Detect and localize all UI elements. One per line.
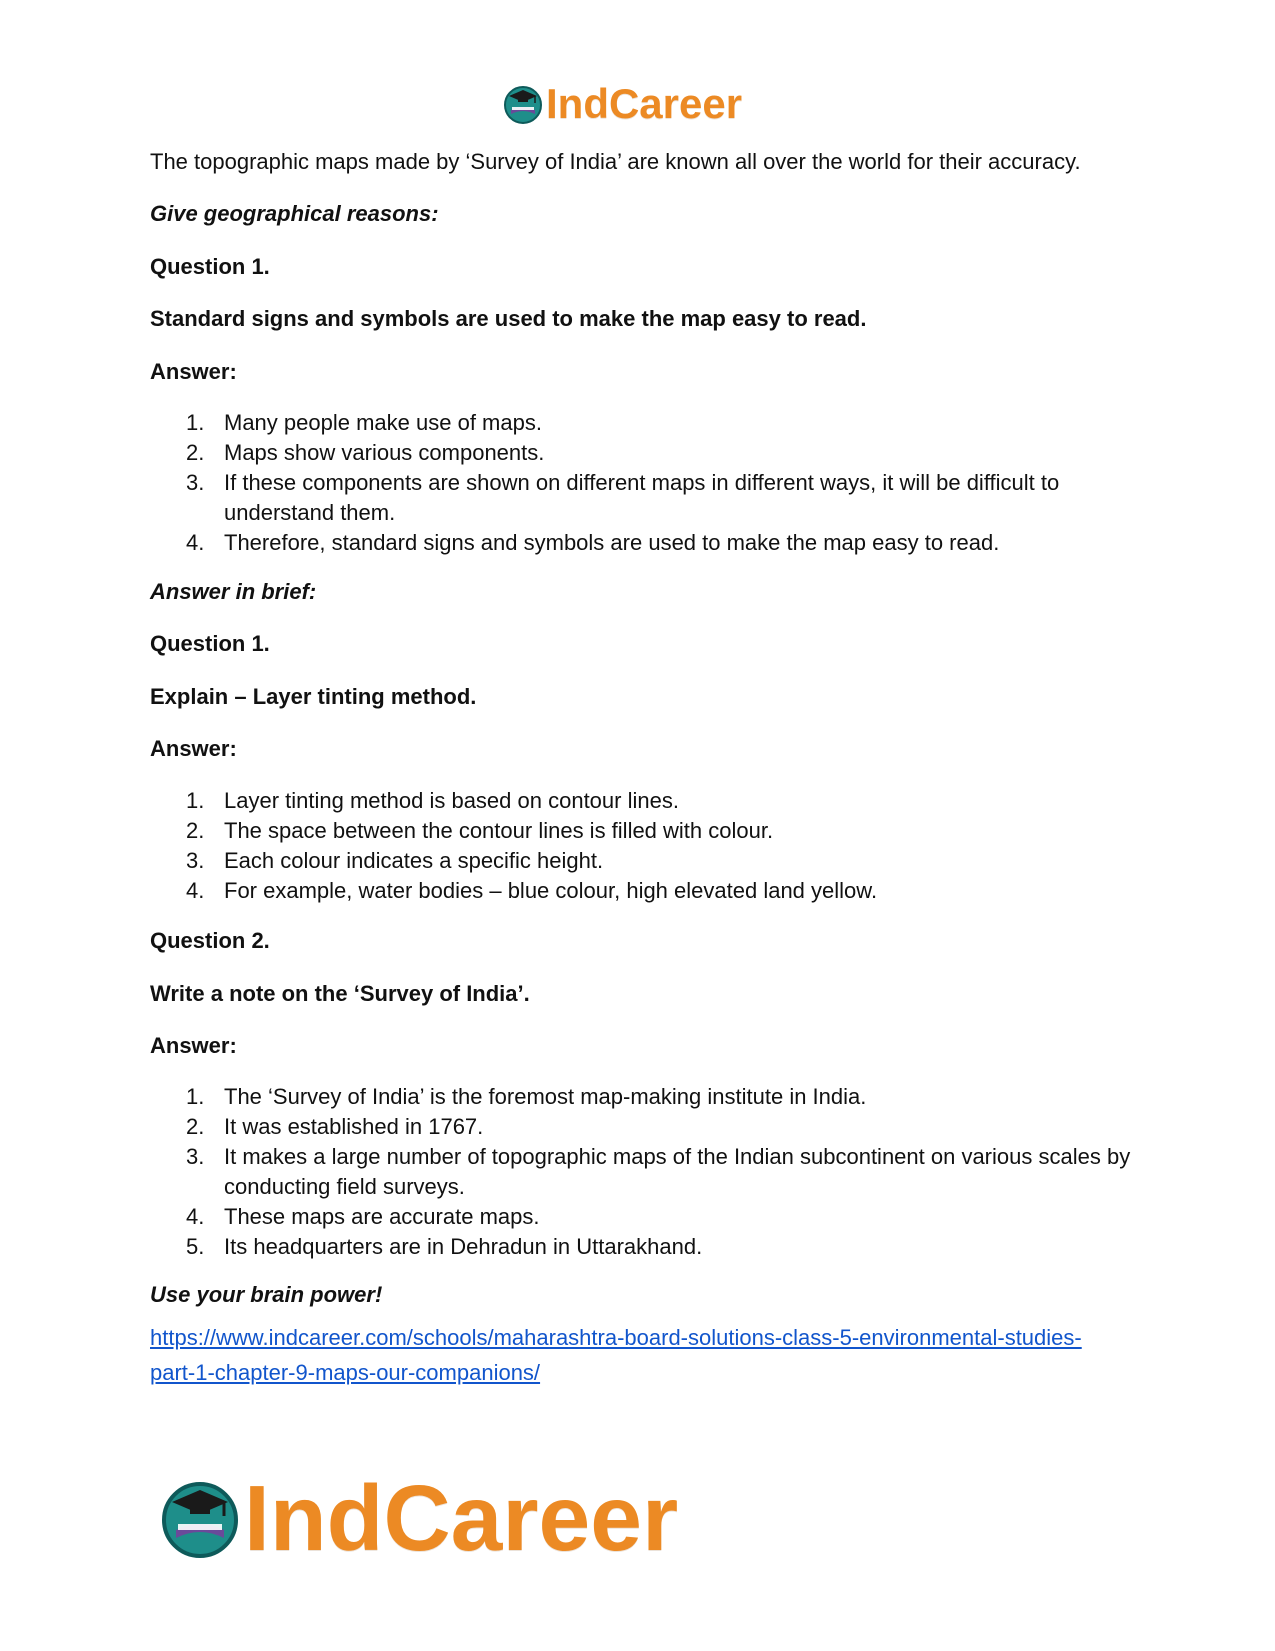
source-link-line-2: part-1-chapter-9-maps-our-companions/: [150, 1360, 541, 1385]
list-item: 4. For example, water bodies – blue colour, high elevated land yellow.: [186, 878, 878, 903]
question-text: Explain – Layer tinting method.: [150, 684, 477, 709]
answer-label: Answer:: [150, 1033, 237, 1058]
list-item: 1. Many people make use of maps.: [186, 410, 542, 435]
intro-text: The topographic maps made by ‘Survey of India’ are known all over the world for their accuracy.: [150, 149, 1081, 174]
question-text: Standard signs and symbols are used to make the map easy to read.: [150, 306, 867, 331]
list-item: 1. Layer tinting method is based on contour lines.: [186, 788, 679, 813]
section-heading-answer-in-brief: Answer in brief:: [150, 579, 317, 604]
source-link-line-1: https://www.indcareer.com/schools/maharashtra-board-solutions-class-5-environmental-studies-: [150, 1325, 1082, 1350]
source-link[interactable]: [150, 1320, 1135, 1390]
question-text: Write a note on the ‘Survey of India’.: [150, 981, 530, 1006]
answer-label: Answer:: [150, 359, 237, 384]
header-logo-text: IndCareer: [546, 80, 743, 127]
answer-label: Answer:: [150, 736, 237, 761]
answer-list: [150, 786, 1135, 906]
section-heading-brain-power: Use your brain power!: [150, 1282, 383, 1307]
list-item: 4. Therefore, standard signs and symbols are used to make the map easy to read.: [186, 530, 1000, 555]
list-item: 3. If these components are shown on different maps in different ways, it will be difficult to understand them.: [186, 470, 1060, 525]
footer-logo-text: IndCareer: [244, 1465, 679, 1570]
list-item: 2. The space between the contour lines is filled with colour.: [186, 818, 774, 843]
answer-list: [150, 408, 1135, 558]
section-heading-give-reasons: Give geographical reasons:: [150, 201, 439, 226]
question-label: Question 1.: [150, 631, 270, 656]
list-item: 2. It was established in 1767.: [186, 1114, 484, 1139]
list-item: 1. The ‘Survey of India’ is the foremost map-making institute in India.: [186, 1084, 867, 1109]
list-item: 3. It makes a large number of topographic maps of the Indian subcontinent on various scales by conducting field surveys.: [186, 1144, 1131, 1199]
answer-list: [150, 1082, 1135, 1262]
list-item: 5. Its headquarters are in Dehradun in Uttarakhand.: [186, 1234, 703, 1259]
list-item: 3. Each colour indicates a specific height.: [186, 848, 604, 873]
list-item: 2. Maps show various components.: [186, 440, 545, 465]
question-label: Question 1.: [150, 254, 270, 279]
graduation-globe-logo-icon: [158, 1476, 242, 1560]
header-logo: [502, 80, 772, 128]
list-item: 4. These maps are accurate maps.: [186, 1204, 540, 1229]
footer-logo: [158, 1465, 718, 1570]
question-label: Question 2.: [150, 928, 270, 953]
graduation-globe-logo-icon: [502, 83, 544, 125]
